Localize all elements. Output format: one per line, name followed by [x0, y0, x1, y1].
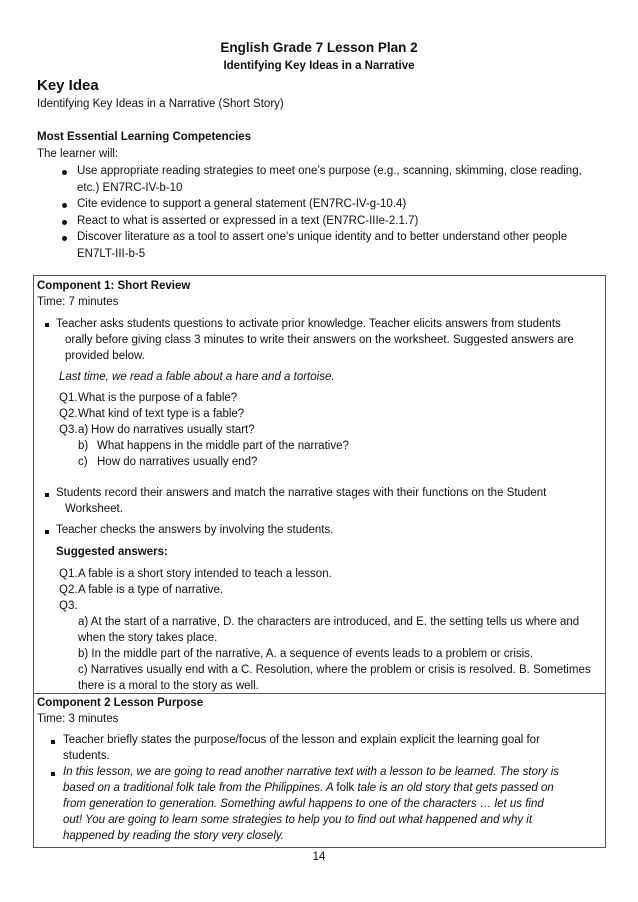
question-text: How do narratives usually start? — [91, 424, 255, 436]
answer-text: b) In the middle part of the narrative, A. a sequence of events leads to a problem or crisis. — [78, 648, 534, 660]
component1-time: Time: 7 minutes — [37, 296, 119, 308]
component2-bullet2-cont: out! You are going to learn some strategies to help you to find out what happened and why it — [63, 814, 533, 826]
component1-bullet1-cont: provided below. — [65, 350, 145, 362]
competency-item-cont: etc.) EN7RC-IV-b-10 — [77, 182, 183, 194]
competency-item: Cite evidence to support a general statement (EN7RC-IV-g-10.4) — [77, 198, 407, 210]
component1-heading: Component 1: Short Review — [37, 280, 191, 292]
answer-label: Q1. — [59, 568, 78, 580]
page-title: English Grade 7 Lesson Plan 2 — [220, 40, 418, 55]
suggested-answers-heading: Suggested answers: — [56, 546, 168, 558]
component1-bullet3: Teacher checks the answers by involving the students. — [56, 524, 334, 536]
question-sub-label: c) — [78, 456, 88, 468]
question-sub-label: b) — [78, 440, 89, 452]
competency-item: Use appropriate reading strategies to meet one’s purpose (e.g., scanning, skimming, close reading, — [77, 165, 582, 177]
component2-bullet2-cont: happened by reading the story very closely. — [63, 830, 284, 842]
component2-bullet2-line — [63, 782, 554, 794]
key-idea-heading: Key Idea — [37, 77, 99, 94]
component1-bullet2: Students record their answers and match the narrative stages with their functions on the Student — [56, 487, 547, 499]
answer-label: Q3. — [59, 600, 78, 612]
answer-text: c) Narratives usually end with a C. Resolution, where the problem or crisis is resolved. B. Sometimes — [78, 664, 591, 676]
bullet-icon — [45, 530, 49, 534]
component2-bullet2: In this lesson, we are going to read another narrative text with a lesson to be learned. The story is — [63, 766, 560, 778]
key-idea-text: Identifying Key Ideas in a Narrative (Short Story) — [37, 98, 284, 110]
bullet-icon — [62, 236, 67, 241]
bullet-icon — [45, 323, 49, 327]
answer-label: Q2. — [59, 584, 78, 596]
bullet2-text-part: tale is an old story that gets passed on — [354, 782, 554, 794]
component2-heading: Component 2 Lesson Purpose — [37, 697, 204, 709]
answer-text: there is a moral to the story as well. — [78, 680, 259, 692]
competencies-heading: Most Essential Learning Competencies — [37, 131, 252, 143]
question-label: Q2. — [59, 408, 78, 420]
question-text: How do narratives usually end? — [97, 456, 258, 468]
component2-bullet1-cont: students. — [63, 750, 110, 762]
component2-time: Time: 3 minutes — [37, 713, 119, 725]
competency-item: React to what is asserted or expressed in a text (EN7RC-IIIe-2.1.7) — [77, 215, 419, 227]
bullet-icon — [51, 740, 55, 744]
component1-bullet2-cont: Worksheet. — [65, 503, 123, 515]
component1-italic-line: Last time, we read a fable about a hare and a tortoise. — [59, 371, 335, 383]
question-label: Q3. — [59, 424, 78, 436]
bullet-icon — [62, 203, 67, 208]
bullet-icon — [62, 220, 67, 225]
answer-text: when the story takes place. — [78, 632, 218, 644]
competency-item: Discover literature as a tool to assert one’s unique identity and to better understand other people — [77, 231, 568, 243]
answer-text: A fable is a short story intended to teach a lesson. — [78, 568, 332, 580]
bullet-icon — [62, 170, 67, 175]
component1-bullet1: Teacher asks students questions to activate prior knowledge. Teacher elicits answers from students — [56, 318, 561, 330]
page-subtitle: Identifying Key Ideas in a Narrative — [223, 60, 415, 72]
bullet-icon — [45, 493, 49, 497]
page-number: 14 — [312, 851, 326, 863]
bullet-icon — [51, 772, 55, 776]
competencies-intro: The learner will: — [37, 148, 119, 160]
question-text: What happens in the middle part of the narrative? — [97, 440, 349, 452]
answer-text: A fable is a type of narrative. — [78, 584, 224, 596]
question-text: What kind of text type is a fable? — [78, 408, 245, 420]
question-text: What is the purpose of a fable? — [78, 392, 238, 404]
component1-bullet1-cont: orally before giving class 3 minutes to write their answers on the worksheet. Suggested answers are — [65, 334, 574, 346]
competency-item-cont: EN7LT-III-b-5 — [77, 248, 146, 260]
answer-text: a) At the start of a narrative, D. the characters are introduced, and E. the setting tells us where and — [78, 616, 580, 628]
component2-bullet2-cont: from generation to generation. Something awful happens to one of the characters … let us find — [63, 798, 544, 810]
bullet2-text-part: folk — [336, 782, 355, 794]
bullet2-text-part: based on a traditional folk tale from the Philippines. A — [63, 782, 337, 794]
question-label: Q1. — [59, 392, 78, 404]
question-sub-label: a) — [78, 424, 89, 436]
component2-bullet1: Teacher briefly states the purpose/focus of the lesson and explain explicit the learning goal for — [63, 734, 540, 746]
